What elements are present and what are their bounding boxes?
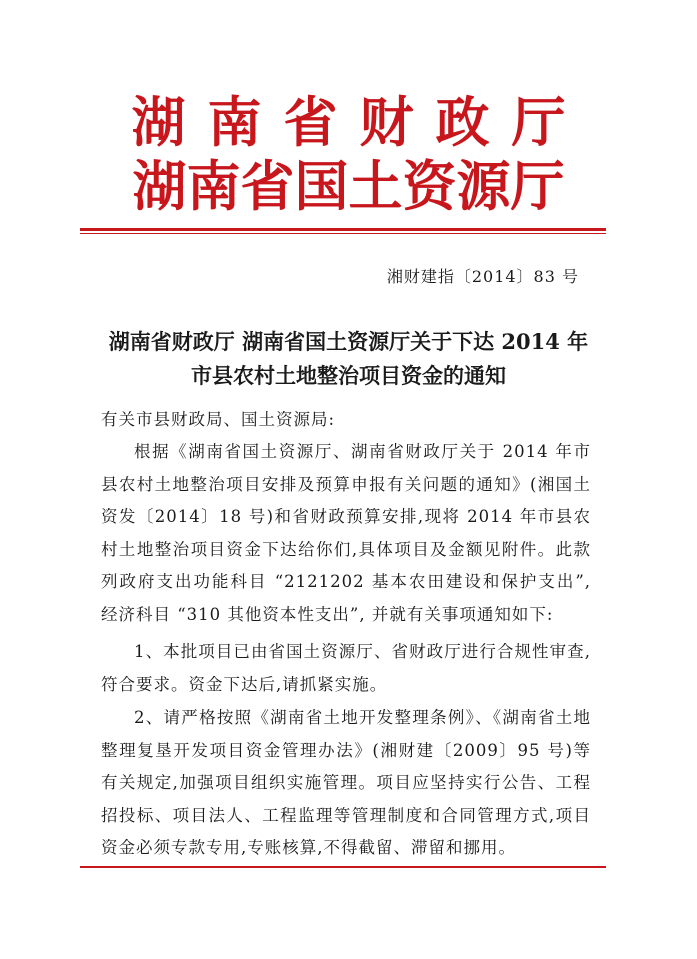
document-title-line-2: 市县农村土地整治项目资金的通知 (191, 363, 506, 388)
body-paragraph-3: 2、请严格按照《湖南省土地开发整理条例》、《湖南省土地整理复垦开发项目资金管理办法》(湘财建〔2009〕95 号)等有关规定,加强项目组织实施管理。项目应坚持实行公告、工程招投标、项目法人、工程监理等管理制度和合同管理方式,项目资金必须专款专用,专账核算,不得截留、滞留和挪用。 (101, 708, 591, 857)
letterhead-line-1: 湖南省财政厅 (131, 90, 588, 154)
letterhead-line-2: 湖南省国土资源厅 (132, 154, 565, 218)
letterhead-divider (80, 228, 606, 231)
salutation: 有关市县财政局、国土资源局: (101, 410, 336, 429)
body-paragraph-2: 1、本批项目已由省国土资源厅、省财政厅进行合规性审查,符合要求。资金下达后,请抓紧实施。 (101, 642, 591, 694)
letterhead-divider-thin (80, 233, 606, 234)
document-number: 湘财建指〔2014〕83 号 (386, 267, 579, 286)
document-title-line-1: 湖南省财政厅 湖南省国土资源厅关于下达 2014 年 (108, 329, 589, 354)
body-paragraph-1: 根据《湖南省国土资源厅、湖南省财政厅关于 2014 年市县农村土地整治项目安排及预算申报有关问题的通知》(湘国土资发〔2014〕18 号)和省财政预算安排,现将 2014 年市县农村土地整治项目资金下达给你们,具体项目及金额见附件。此款列政府支出功能科目 “2121202 基本农田建设和保护支出”, 经济科目 “310 其他资本性支出”, 并就有关事项通知如下: (101, 442, 591, 624)
footer-divider (80, 866, 606, 868)
